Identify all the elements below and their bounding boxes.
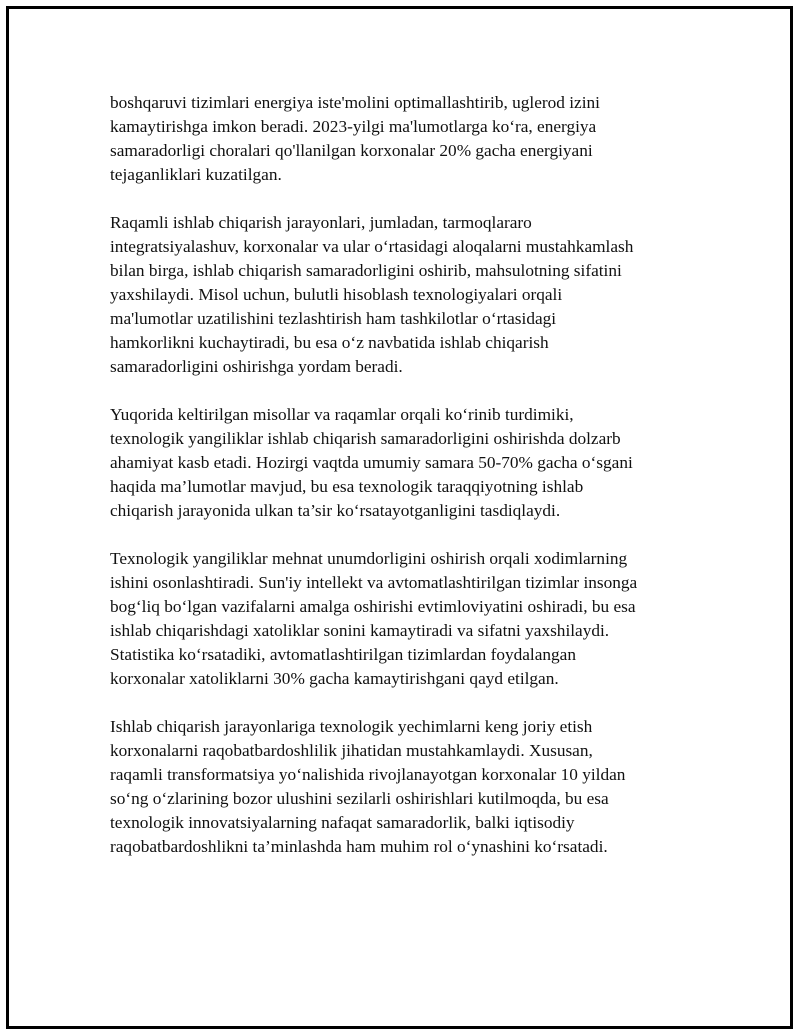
text-line: raqobatbardoshlikni ta’minlashda ham muhim rol o‘ynashini ko‘rsatadi. [110, 837, 608, 856]
text-line: samaradorligi choralari qo'llanilgan korxonalar 20% gacha energiyani [110, 141, 593, 160]
text-line: korxonalarni raqobatbardoshlilik jihatidan mustahkamlaydi. Xususan, [110, 741, 593, 760]
text-line: ma'lumotlar uzatilishini tezlashtirish ham tashkilotlar o‘rtasidagi [110, 309, 557, 328]
text-line: ahamiyat kasb etadi. Hozirgi vaqtda umumiy samara 50-70% gacha o‘sgani [110, 453, 633, 472]
text-line: tejaganliklari kuzatilgan. [110, 165, 282, 184]
document-body [110, 91, 710, 883]
text-line: Texnologik yangiliklar mehnat unumdorligini oshirish orqali xodimlarning [110, 549, 628, 568]
text-line: samaradorligini oshirishga yordam beradi. [110, 357, 403, 376]
paragraph-4 [110, 547, 710, 691]
text-line: chiqarish jarayonida ulkan ta’sir ko‘rsatayotganligini tasdiqlaydi. [110, 501, 561, 520]
text-line: Ishlab chiqarish jarayonlariga texnologik yechimlarni keng joriy etish [110, 717, 593, 736]
text-line: raqamli transformatsiya yo‘nalishida rivojlanayotgan korxonalar 10 yildan [110, 765, 626, 784]
text-line: integratsiyalashuv, korxonalar va ular o‘rtasidagi aloqalarni mustahkamlash [110, 237, 634, 256]
text-line: so‘ng o‘zlarining bozor ulushini sezilarli oshirishlari kutilmoqda, bu esa [110, 789, 609, 808]
text-line: texnologik yangiliklar ishlab chiqarish samaradorligini oshirishda dolzarb [110, 429, 621, 448]
paragraph-5 [110, 715, 710, 859]
text-line: kamaytirishga imkon beradi. 2023-yilgi ma'lumotlarga ko‘ra, energiya [110, 117, 597, 136]
text-line: boshqaruvi tizimlari energiya iste'molini optimallashtirib, uglerod izini [110, 93, 600, 112]
text-line: yaxshilaydi. Misol uchun, bulutli hisoblash texnologiyalari orqali [110, 285, 563, 304]
text-line: ishlab chiqarishdagi xatoliklar sonini kamaytiradi va sifatni yaxshilaydi. [110, 621, 610, 640]
text-line: ishini osonlashtiradi. Sun'iy intellekt va avtomatlashtirilgan tizimlar insonga [110, 573, 638, 592]
text-line: hamkorlikni kuchaytiradi, bu esa o‘z navbatida ishlab chiqarish [110, 333, 549, 352]
text-line: haqida ma’lumotlar mavjud, bu esa texnologik taraqqiyotning ishlab [110, 477, 584, 496]
paragraph-2 [110, 211, 710, 379]
text-line: korxonalar xatoliklarni 30% gacha kamaytirishgani qayd etilgan. [110, 669, 559, 688]
text-line: bog‘liq bo‘lgan vazifalarni amalga oshirishi evtimloviyatini oshiradi, bu esa [110, 597, 636, 616]
text-line: Raqamli ishlab chiqarish jarayonlari, jumladan, tarmoqlararo [110, 213, 532, 232]
text-line: Statistika ko‘rsatadiki, avtomatlashtirilgan tizimlardan foydalangan [110, 645, 576, 664]
text-line: bilan birga, ishlab chiqarish samaradorligini oshirib, mahsulotning sifatini [110, 261, 622, 280]
text-line: texnologik innovatsiyalarning nafaqat samaradorlik, balki iqtisodiy [110, 813, 575, 832]
text-line: Yuqorida keltirilgan misollar va raqamlar orqali ko‘rinib turdimiki, [110, 405, 574, 424]
paragraph-3 [110, 403, 710, 523]
paragraph-1 [110, 91, 710, 187]
